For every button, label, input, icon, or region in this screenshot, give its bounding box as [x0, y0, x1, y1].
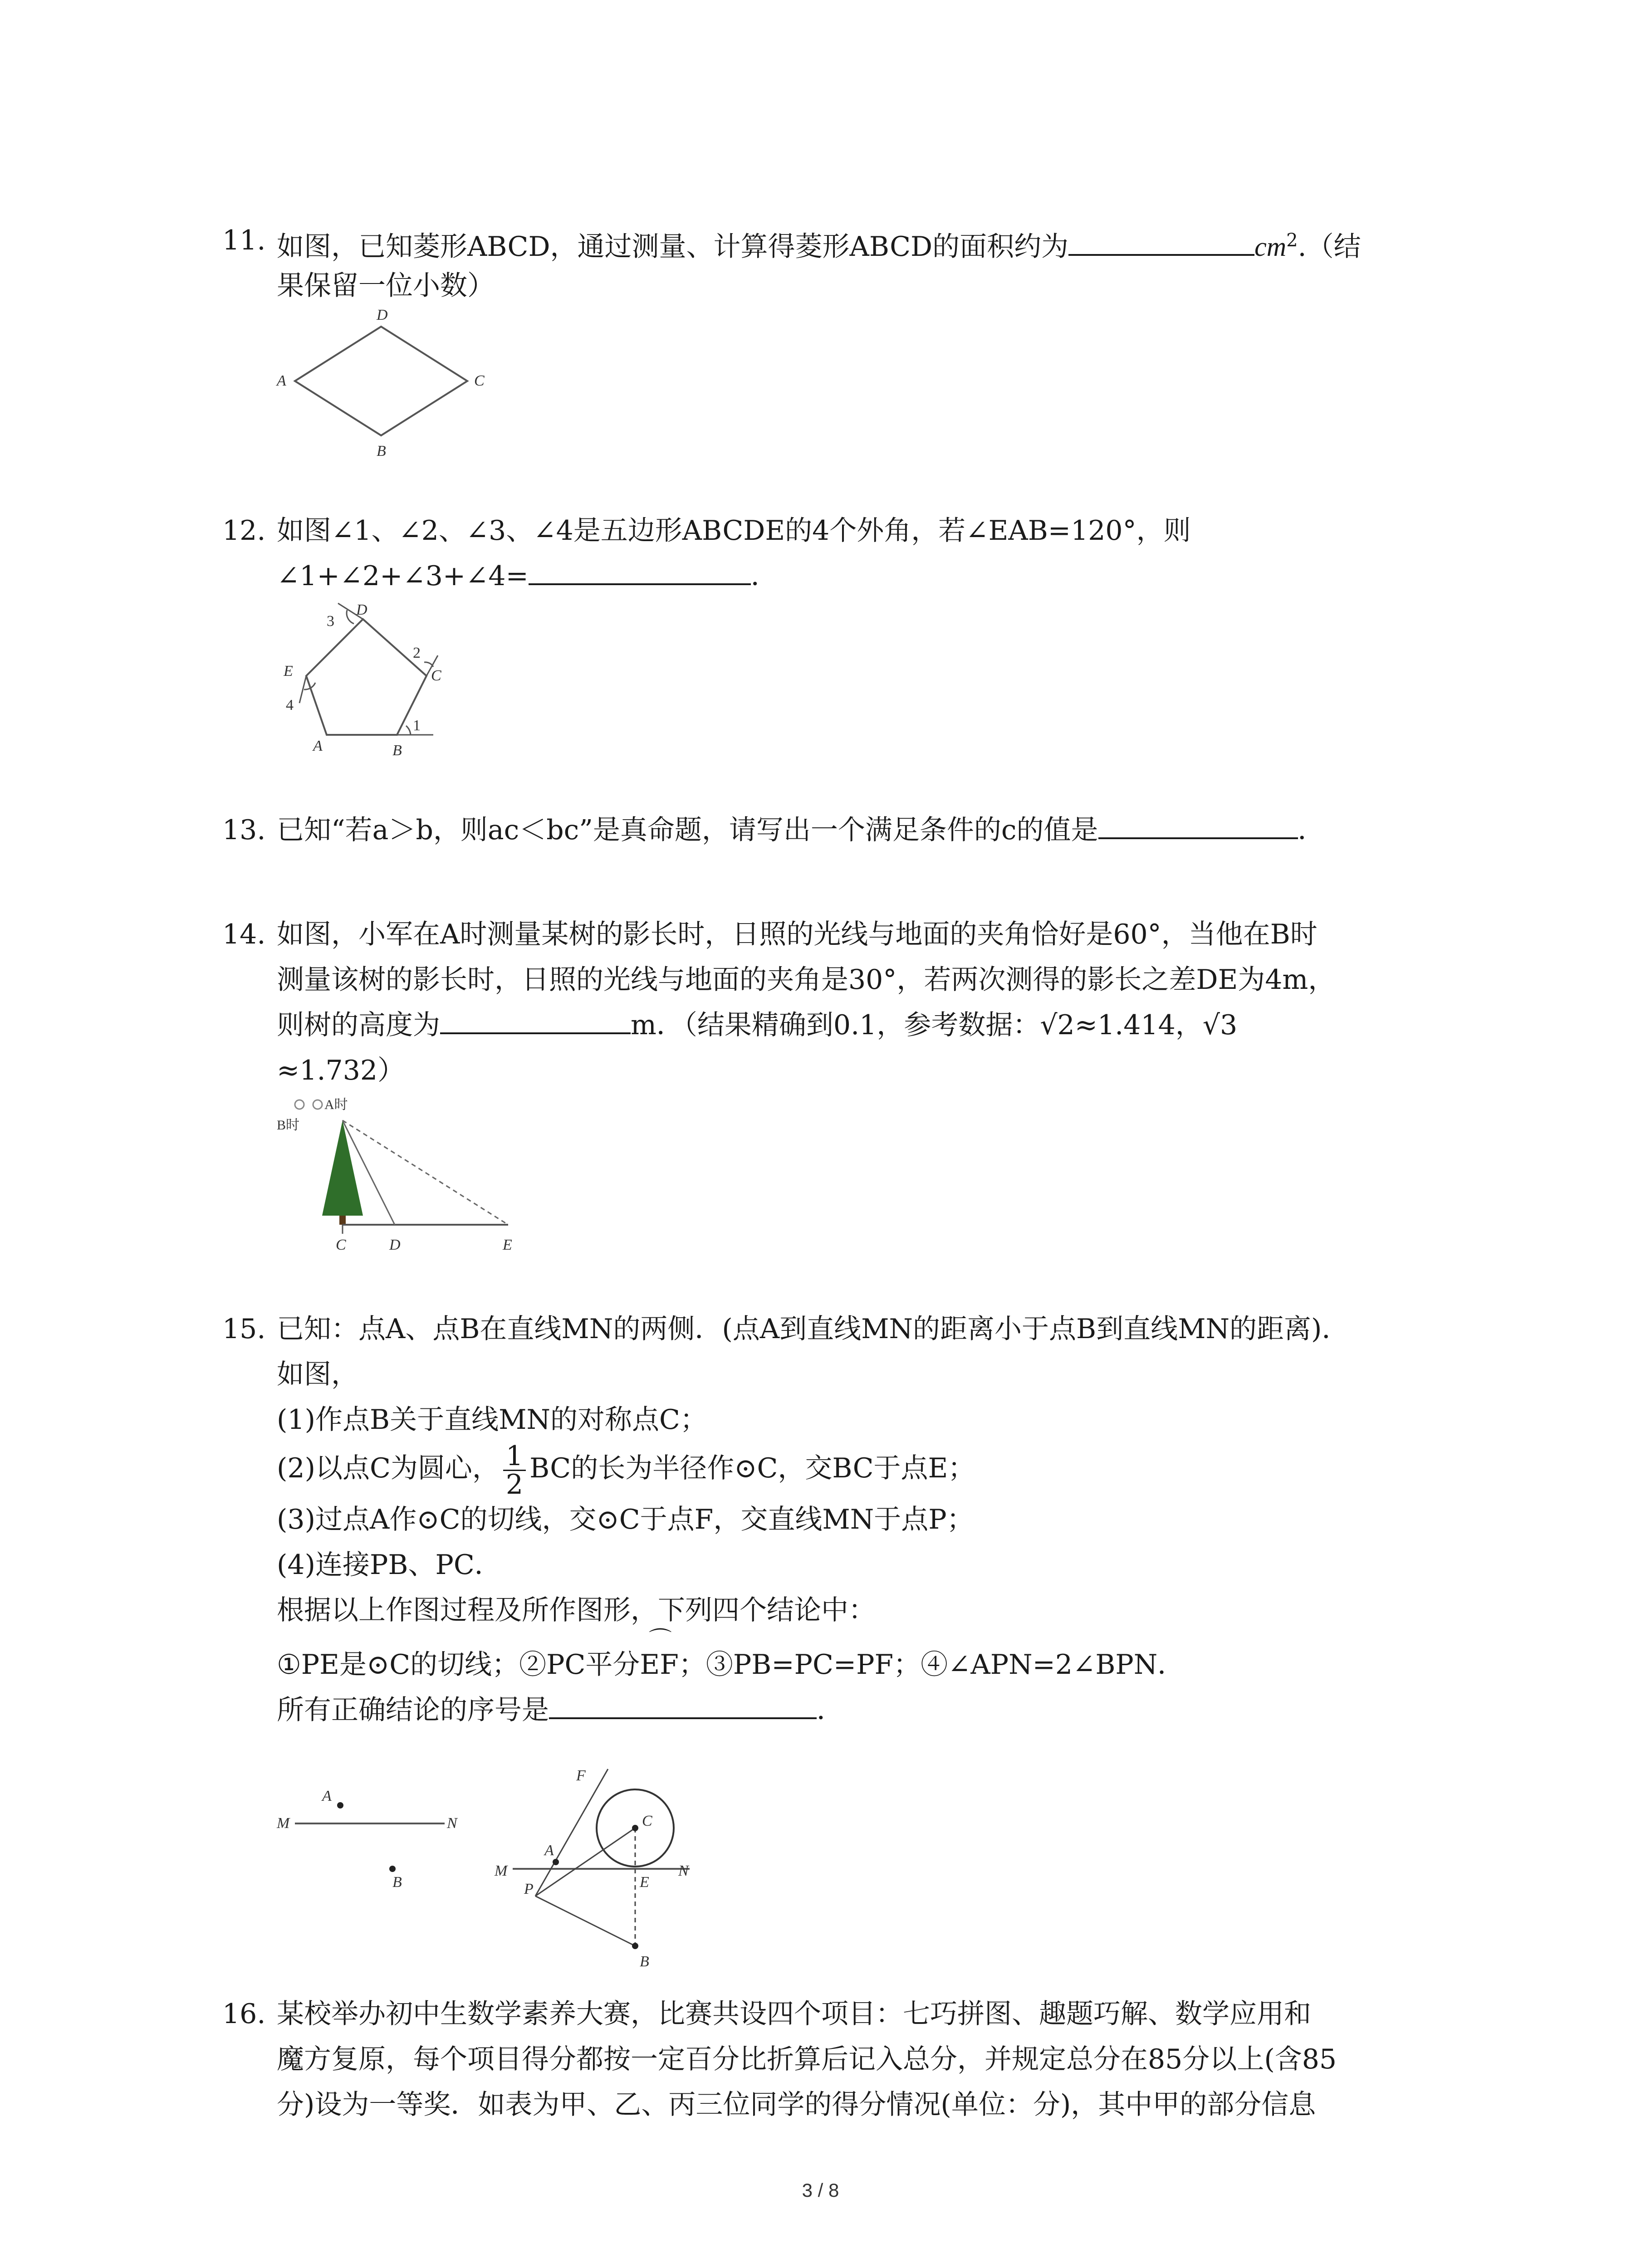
- question-ask: 所有正确结论的序号是: [277, 1694, 549, 1726]
- question-text-tail: .（结: [1298, 231, 1361, 263]
- label-F: F: [576, 1767, 586, 1784]
- label-B-time: B时: [277, 1118, 300, 1133]
- label-D: D: [356, 601, 367, 618]
- unit-exponent: 2: [1286, 230, 1298, 251]
- label-E: E: [284, 663, 293, 679]
- question-text-line2: ∠1+∠2+∠3+∠4=: [277, 560, 529, 592]
- answer-blank[interactable]: [1098, 810, 1298, 839]
- question-number: 12.: [222, 515, 266, 547]
- fraction-one-half: [503, 1440, 526, 1501]
- label-A: A: [313, 738, 323, 754]
- tree-icon: [322, 1120, 363, 1216]
- label-1: 1: [413, 717, 421, 734]
- question-number: 15.: [222, 1313, 266, 1345]
- rhombus-figure: [272, 308, 499, 458]
- label-D: D: [389, 1237, 401, 1253]
- question-text-line2: 魔方复原，每个项目得分都按一定百分比折算后记入总分，并规定总分在85分以上(含85: [277, 2043, 1337, 2075]
- question-text: 某校举办初中生数学素养大赛，比赛共设四个项目：七巧拼图、趣题巧解、数学应用和: [277, 1998, 1311, 2030]
- question-text: 已知：点A、点B在直线MN的两侧．(点A到直线MN的距离小于点B到直线MN的距离)．: [277, 1313, 1349, 1345]
- step-4: (4)连接PB、PC．: [277, 1549, 502, 1581]
- fraction-denominator: 2: [505, 1469, 524, 1501]
- construction-figure: [490, 1765, 726, 1970]
- conclusions: [277, 1642, 1185, 1687]
- label-N: N: [678, 1862, 689, 1879]
- label-B: B: [377, 443, 386, 459]
- label-E: E: [640, 1874, 649, 1891]
- label-D: D: [377, 307, 388, 323]
- fraction-numerator: 1: [503, 1442, 526, 1471]
- question-text-line2: 果保留一位小数）: [277, 270, 495, 302]
- label-M: M: [277, 1815, 290, 1832]
- question-text-tail: ．: [817, 1694, 844, 1726]
- step-2-text-tail: BC的长为半径作⊙C，交BC于点E；: [529, 1452, 975, 1485]
- question-text: 已知“若a＞b，则ac＜bc”是真命题，请写出一个满足条件的c的值是: [277, 814, 1098, 846]
- label-M: M: [495, 1862, 508, 1879]
- label-B: B: [640, 1953, 649, 1970]
- page-number: 3 / 8: [802, 2180, 839, 2201]
- label-C: C: [431, 667, 441, 684]
- question-text: 如图∠1、∠2、∠3、∠4是五边形ABCDE的4个外角，若∠EAB=120°，则: [277, 515, 1191, 547]
- question-text-line3: 则树的高度为: [277, 1009, 440, 1041]
- question-text: 如图，小军在A时测量某树的影长时，日照的光线与地面的夹角恰好是60°，当他在B时: [277, 919, 1318, 950]
- question-text-line2: 如图，: [277, 1359, 358, 1390]
- label-4: 4: [286, 697, 294, 714]
- conclusions-text-tail: ；③PB=PC=PF；④∠APN=2∠BPN．: [678, 1649, 1185, 1681]
- label-C: C: [336, 1237, 346, 1253]
- label-B: B: [392, 742, 402, 759]
- tree-shadow-figure: [272, 1093, 544, 1256]
- question-text-tail: ．: [750, 560, 778, 592]
- answer-blank[interactable]: [440, 1005, 631, 1034]
- label-3: 3: [327, 613, 334, 630]
- label-E: E: [503, 1237, 512, 1253]
- step-2-text: (2)以点C为圆心，: [277, 1452, 500, 1485]
- answer-blank[interactable]: [1068, 227, 1254, 256]
- answer-blank[interactable]: [529, 556, 751, 585]
- arc-ef: ⌒ EF: [640, 1642, 678, 1687]
- question-text-line2: 测量该树的影长时，日照的光线与地面的夹角是30°，若两次测得的影长之差DE为4m，: [277, 964, 1336, 996]
- question-number: 14.: [222, 919, 266, 950]
- line-points-figure: [272, 1778, 463, 1919]
- label-P: P: [524, 1881, 534, 1897]
- question-number: 11.: [222, 225, 266, 256]
- step-1: (1)作点B关于直线MN的对称点C；: [277, 1404, 707, 1436]
- label-A: A: [277, 372, 286, 389]
- question-number: 16.: [222, 1998, 266, 2030]
- label-N: N: [447, 1815, 457, 1832]
- question-text-tail: ．: [1298, 814, 1325, 846]
- step-3: (3)过点A作⊙C的切线，交⊙C于点F，交直线MN于点P；: [277, 1504, 974, 1535]
- conclusions-lead: 根据以上作图过程及所作图形，下列四个结论中：: [277, 1594, 876, 1626]
- answer-blank[interactable]: [549, 1690, 817, 1719]
- question-number: 13.: [222, 814, 266, 846]
- question-text-line3: 分)设为一等奖．如表为甲、乙、丙三位同学的得分情况(单位：分)，其中甲的部分信息: [277, 2089, 1316, 2121]
- label-C: C: [474, 372, 485, 389]
- label-A: A: [322, 1788, 332, 1804]
- question-text-line3-tail: m．（结果精确到0.1，参考数据：√2≈1.414，√3: [631, 1009, 1238, 1041]
- unit: cm: [1254, 232, 1287, 262]
- label-B: B: [392, 1874, 402, 1891]
- label-A: A: [544, 1842, 554, 1859]
- question-text-line4: ≈1.732）: [277, 1055, 405, 1086]
- label-A-time: A时: [324, 1097, 348, 1112]
- step-2: [277, 1440, 975, 1501]
- question-text: 如图，已知菱形ABCD，通过测量、计算得菱形ABCD的面积约为: [277, 231, 1069, 263]
- sun-icon: [295, 1100, 322, 1109]
- label-2: 2: [413, 645, 421, 661]
- pentagon-figure: [277, 603, 467, 758]
- conclusions-text: ①PE是⊙C的切线；②PC平分: [277, 1649, 640, 1681]
- label-C: C: [642, 1813, 652, 1829]
